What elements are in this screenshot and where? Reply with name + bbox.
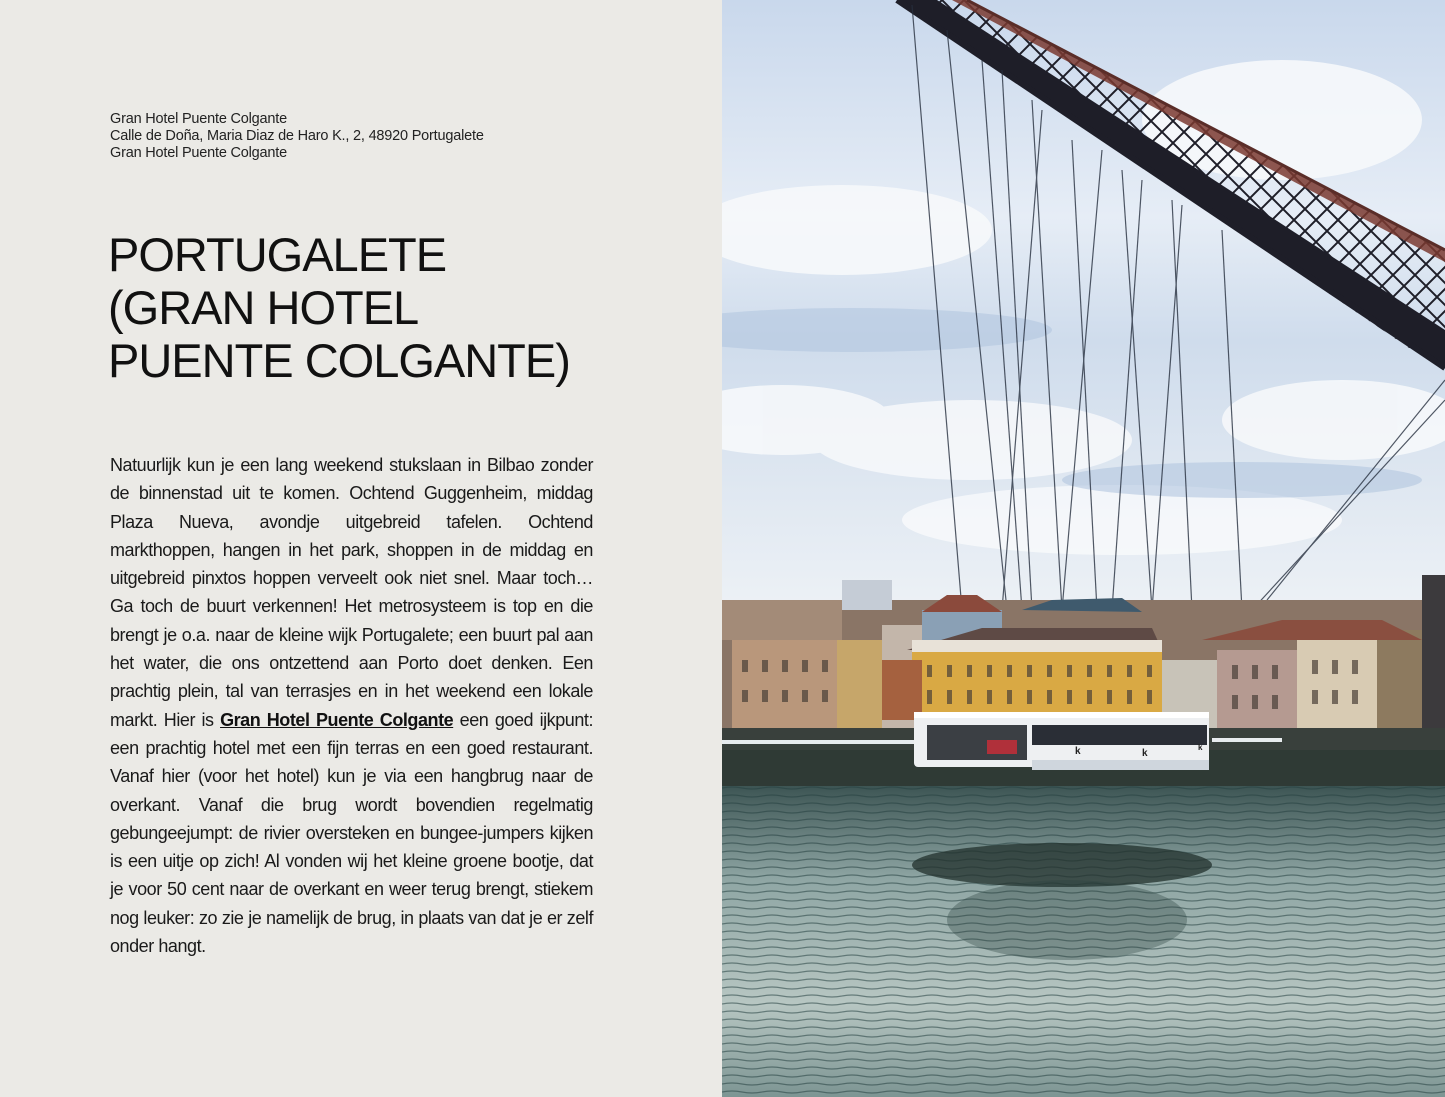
bridge-photo — [722, 0, 1445, 1097]
hotel-link[interactable]: Gran Hotel Puente Colgante — [220, 709, 454, 730]
photo-illustration — [722, 0, 1445, 1097]
body-text-before-link: Natuurlijk kun je een lang weekend stukslaan in Bilbao zonder de binnenstad uit te komen. Ochtend Guggenheim, middag Plaza Nueva, avondje uitgebreid tafelen. Ochtend markthoppen, hangen in het park, shoppen in de middag en uitgebreid pinxtos hoppen verveelt ook niet snel. Maar toch… Ga toch de buurt verkennen! Het metrosysteem is top en die brengt je o.a. naar de kleine wijk Portugalete; een buurt pal aan het water, die ons ontzettend aan Porto doet denken. Een prachtig plein, tal van terrasjes en in het weekend een lokale markt. Hier is — [110, 455, 593, 730]
body-text-after-link: een goed ijkpunt: een prachtig hotel met een fijn terras en een goed restaurant. Vanaf hier (voor het hotel) kun je via een hangbrug naar de overkant. Vanaf die brug wordt bovendien regelmatig gebungeejumpt: de rivier oversteken en bungee-jumpers kijken is een uitje op zich! Al vonden wij het kleine groene bootje, dat je voor 50 cent naar de overkant en weer terug brengt, stiekem nog leuker: zo zie je namelijk de brug, in plaats van dat je er zelf onder hangt. — [110, 709, 593, 957]
svg-text:k: k — [1198, 743, 1203, 752]
title-line-2: (GRAN HOTEL — [108, 281, 419, 334]
hotel-address: Calle de Doña, Maria Diaz de Haro K., 2, 48920 Portugalete — [110, 128, 484, 144]
text-column — [0, 0, 722, 1097]
hotel-name-repeat: Gran Hotel Puente Colgante — [110, 145, 287, 161]
page-title — [108, 228, 668, 387]
article-body — [110, 451, 593, 960]
address-block — [110, 111, 484, 162]
transporter-gondola — [914, 712, 1209, 770]
title-line-3: PUENTE COLGANTE) — [108, 334, 570, 387]
hotel-name: Gran Hotel Puente Colgante — [110, 111, 287, 127]
svg-text:k: k — [1075, 746, 1081, 757]
svg-text:k: k — [1142, 748, 1148, 759]
title-line-1: PORTUGALETE — [108, 228, 447, 281]
